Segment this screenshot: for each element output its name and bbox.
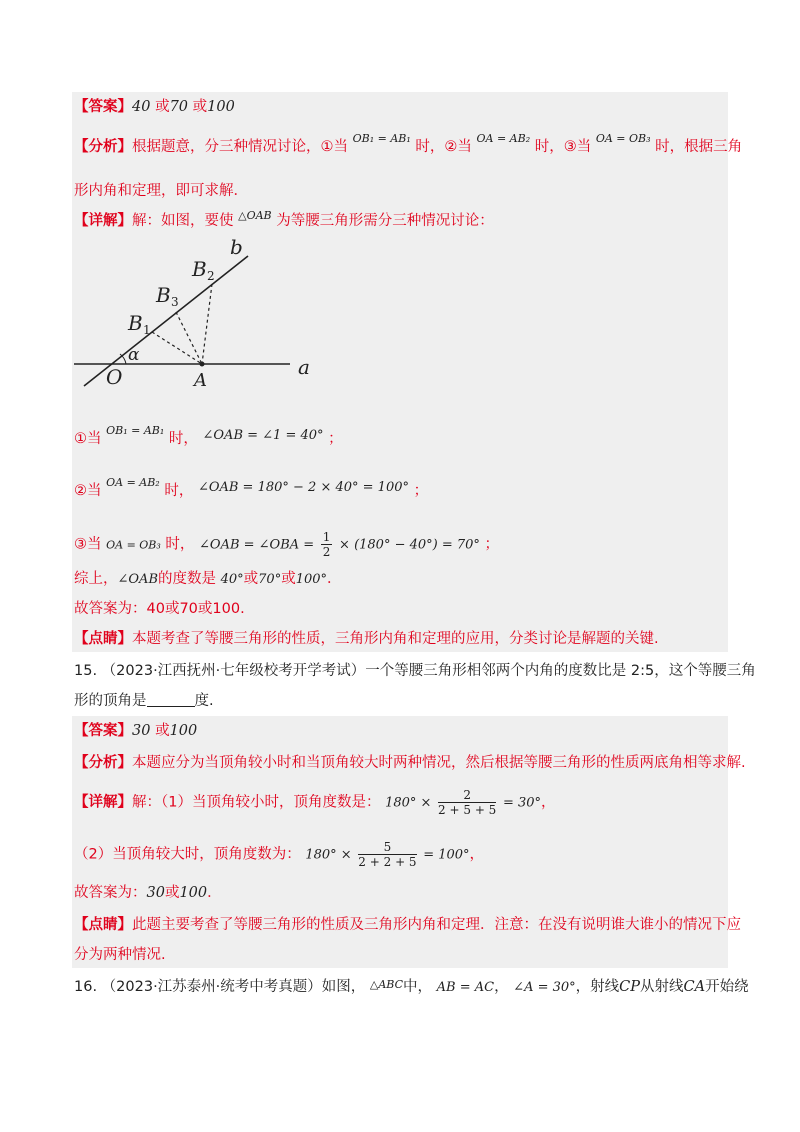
q14-analysis-line: 【分析】根据题意，分三种情况讨论，①当 $^{OB_1 = AB_1}$ 时，②当 $^{OA = AB_2}$ 时，③当 $^{OA = OB_3}$ 时，根据三角 bbox=[74, 132, 743, 155]
label-b2-sub: 2 bbox=[207, 269, 215, 283]
q14-case3: ③当 OA = OB₃ 时， ∠OAB = ∠OBA = $\frac{1}{2}$ × (180° − 40°) = 70° ； bbox=[74, 530, 500, 559]
segment-ab1 bbox=[152, 332, 202, 364]
q14-final-answer: 故答案为：40或70或100. bbox=[74, 601, 245, 617]
point-a-dot bbox=[200, 362, 205, 367]
label-alpha: α bbox=[128, 345, 140, 365]
q14-detail-line: 【详解】解：如图，要使 $^{\triangle OAB}$ 为等腰三角形需分三种情况讨论： bbox=[74, 209, 494, 229]
q15-final: 故答案为：30或100． bbox=[74, 885, 222, 901]
q14-answer-line: 【答案】40 或70 或100 bbox=[74, 99, 235, 115]
q15-stem: 15. （2023·江西抚州·七年级校考开学考试）一个等腰三角形相邻两个内角的度数比是 2:5，这个等腰三角 bbox=[74, 663, 756, 679]
geometry-figure bbox=[72, 238, 332, 398]
q14-summary: 综上，∠OAB的度数是 40°或70°或100°． bbox=[74, 571, 342, 587]
label-b1: B bbox=[128, 311, 143, 335]
label-a-point: A bbox=[194, 370, 207, 391]
q15-detail1-fraction: $\frac{2}{2 + 5 + 5}$ bbox=[438, 788, 497, 817]
q15-stem-line2: 形的顶角是 度. bbox=[74, 693, 214, 709]
q15-point: 【点睛】此题主要考查了等腰三角形的性质及三角形内角和定理．注意：在没有说明谁大谁小的情况下应 bbox=[74, 917, 741, 933]
q14-case3-fraction: $\frac{1}{2}$ bbox=[322, 530, 331, 559]
label-b3-sub: 3 bbox=[171, 295, 179, 309]
q14-case1: ①当 $^{OB_1 = AB_1}$ 时， ∠OAB = ∠1 = 40° ； bbox=[74, 424, 343, 447]
label-b3: B bbox=[156, 283, 171, 307]
q15-detail2-fraction: $\frac{5}{2 + 2 + 5}$ bbox=[358, 840, 417, 869]
segment-ab2 bbox=[202, 284, 212, 364]
q14-case2: ②当 $^{OA = AB_2}$ 时， ∠OAB = 180° − 2 × 40° = 100° ； bbox=[74, 476, 429, 499]
q16-stem: 16. （2023·江苏泰州·统考中考真题）如图， $^{\triangle ABC}$中， AB = AC， ∠A = 30°，射线CP从射线CA开始绕 bbox=[74, 978, 749, 995]
q15-point-line2: 分为两种情况. bbox=[74, 947, 166, 963]
q15-answer-line: 【答案】30 或100 bbox=[74, 723, 198, 739]
label-a-ray: a bbox=[298, 355, 310, 379]
q15-detail2: （2）当顶角较大时，顶角度数为： 180° × $\frac{5}{2 + 2 + 5}$ = 100°， bbox=[74, 840, 485, 869]
label-b2: B bbox=[192, 257, 207, 281]
q15-analysis: 【分析】本题应分为当顶角较小时和当顶角较大时两种情况，然后根据等腰三角形的性质两底角相等求解. bbox=[74, 755, 746, 771]
q14-point: 【点睛】本题考查了等腰三角形的性质，三角形内角和定理的应用，分类讨论是解题的关键. bbox=[74, 631, 659, 647]
q14-analysis-line2: 形内角和定理，即可求解． bbox=[74, 183, 248, 199]
label-b: b bbox=[230, 238, 243, 259]
q15-detail1: 【详解】解：（1）当顶角较小时，顶角度数是： 180° × $\frac{2}{2 + 5 + 5}$ = 30°， bbox=[74, 788, 556, 817]
answer-blank bbox=[147, 692, 195, 707]
label-o: O bbox=[106, 365, 123, 389]
label-b1-sub: 1 bbox=[143, 323, 151, 337]
